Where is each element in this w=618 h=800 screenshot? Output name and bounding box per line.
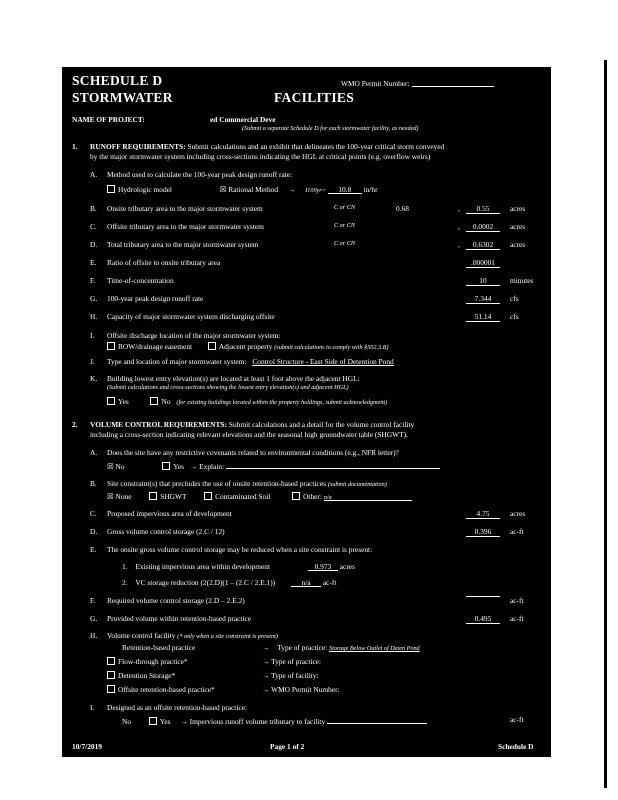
shgwt-checkbox[interactable] [149, 492, 157, 500]
s2-e1-unit: acres [339, 562, 355, 571]
s1-row-e-value[interactable]: .000001 [466, 258, 500, 268]
s1-row-c-value[interactable]: 0.0002 [466, 222, 500, 232]
s1-row-c-coef-label: C or CN [334, 222, 355, 229]
footer-page: Page 1 of 2 [270, 742, 305, 751]
s2-g-text: Provided volume within retention-based practice [107, 614, 252, 623]
s1-j-value[interactable]: Control Structure - East Side of Detention Pond [252, 357, 394, 366]
s2-e1-value[interactable]: 0.973 [308, 562, 338, 571]
s2-c-unit: acres [510, 509, 526, 518]
k-yes-label: Yes [118, 397, 129, 406]
s2-d-value[interactable]: 0.396 [466, 527, 500, 537]
s2-h-text: Volume control facility [107, 631, 176, 640]
s1-row-g-value[interactable]: 7.344 [466, 294, 500, 304]
s2-e1-line [122, 562, 355, 571]
s1-k-text: Building lowest entry elevation(s) are located at least 1 foot above the adjacent HGL: [107, 374, 360, 383]
s1-row-f-text: Time-of-concentration [107, 276, 174, 285]
s2-b-line [107, 479, 387, 488]
schedule-d-page [62, 67, 551, 757]
s2-i-text: Designed as an offsite retention-based practice: [107, 703, 248, 712]
s2-c-value[interactable]: 4.75 [466, 509, 500, 519]
s1-row-e-text: Ratio of offsite to onsite tributary area [107, 258, 221, 267]
s1-row-h-text: Capacity of major stormwater system discharging offsite [107, 312, 275, 321]
s2-f-unit: ac-ft [510, 596, 524, 605]
s2-e2-num: 2. [122, 578, 128, 587]
h-opt1-result-value[interactable]: Storage Below Outlet of Deten Pond [329, 645, 420, 652]
s1-row-h-value[interactable]: 51.14 [466, 312, 500, 322]
s2-i-yes-checkbox[interactable] [149, 717, 157, 725]
s2-i-result: → Impervious runoff volume tributary to facility [180, 717, 326, 726]
s1-k-note: (Submit calculations and cross-sections showing the lowest entry elevation(s) and adjacent HGL) [107, 384, 349, 391]
s2-a-no-checkbox[interactable]: ☒ [107, 462, 114, 471]
s1-row-h-letter: H. [90, 312, 98, 321]
s2-a-explain: → Explain: [189, 462, 225, 471]
s1-j-line [107, 357, 394, 366]
section1-intro1: Submit calculations and an exhibit that delineates the 100-year critical storm conveyed [187, 142, 445, 151]
s2-e1-text: Existing impervious area within development [135, 562, 271, 571]
rational-arrow: → [287, 185, 296, 194]
s2-b-note: (submit documentation) [327, 481, 387, 488]
adjacent-property-note: (submit calculations to comply with §502.3.B) [274, 344, 389, 351]
s2-a-letter: A. [90, 448, 98, 457]
offsite-retention-checkbox[interactable] [107, 685, 115, 693]
s1-a-text: Method used to calculate the 100-year peak design runoff rate: [107, 170, 293, 179]
k-no-note: (for existing buildings located within the property holdings, submit acknowledgment) [176, 399, 388, 406]
s1-j-text: Type and location of major stormwater system: [107, 357, 247, 366]
adjacent-property-label: Adjacent property [218, 342, 273, 351]
s1-row-b-value[interactable]: 0.55 [466, 204, 500, 214]
s1-i-text: Offsite discharge location of the major stormwater system: [107, 331, 281, 340]
intensity-unit: in/hr [363, 185, 378, 194]
s2-e1-num: 1. [122, 562, 128, 571]
s2-i-letter: I. [90, 703, 95, 712]
h-opt2-result: → Type of practice: [262, 657, 322, 666]
other-label: Other: [303, 492, 322, 501]
section1-intro-line1 [90, 142, 444, 151]
contaminated-soil-label: Contaminated Soil [215, 492, 271, 501]
contaminated-soil-checkbox[interactable] [204, 492, 212, 500]
s1-j-letter: J. [90, 357, 95, 366]
s2-e2-line [122, 578, 336, 587]
s1-row-h-unit: cfs [510, 312, 519, 321]
s2-g-unit: ac-ft [510, 614, 524, 623]
stormwater-heading: STORMWATER [72, 90, 173, 105]
s1-row-d-letter: D. [90, 240, 98, 249]
section1-number: 1. [72, 142, 78, 151]
h-opt1-label: Retention-based practice [122, 643, 196, 652]
footer-schedule: Schedule D [498, 742, 534, 751]
s1-row-d-sep: , [458, 240, 460, 249]
s1-row-d-unit: acres [510, 240, 526, 249]
section2-number: 2. [72, 420, 78, 429]
k-no-label: No [161, 397, 171, 406]
wmo-permit-label: WMO Permit Number: [341, 79, 410, 88]
section1-title: RUNOFF REQUIREMENTS: [90, 142, 186, 151]
s2-h-letter: H. [90, 631, 98, 640]
project-label: NAME OF PROJECT: [72, 115, 145, 124]
s1-row-b-letter: B. [90, 204, 97, 213]
s2-b-letter: B. [90, 479, 97, 488]
s1-row-f-unit: minutes [510, 276, 534, 285]
wmo-permit-field[interactable] [412, 78, 494, 87]
none-checkbox[interactable]: ☒ [107, 492, 114, 501]
row-easement-checkbox[interactable] [107, 342, 115, 350]
offsite-retention-label: Offsite retention-based practice* [118, 685, 215, 694]
s2-a-yes-checkbox[interactable] [162, 462, 170, 470]
project-name-value[interactable]: ed Commercial Deve [210, 115, 276, 124]
section2-intro-line1 [90, 420, 414, 429]
s2-i-unit: ac-ft [510, 715, 524, 724]
h-opt4-result: → WMO Permit Number: [262, 685, 340, 694]
s2-f-value[interactable] [466, 596, 500, 597]
s1-row-b-coef-label: C or CN [334, 204, 355, 211]
s2-e2-value[interactable]: n/a [291, 578, 321, 587]
s1-i-options [107, 342, 389, 351]
s2-e2-text: VC storage reduction (2(2.D)(1 – (2.C / 2.E.1)) [135, 578, 276, 587]
detention-storage-checkbox[interactable] [107, 671, 115, 679]
flow-through-checkbox[interactable] [107, 657, 115, 665]
s2-a-text: Does the site have any restrictive covenants related to environmental conditions (e.g., NFR letter)? [107, 448, 399, 457]
h-opt4 [107, 685, 215, 694]
s1-row-e-letter: E. [90, 258, 97, 267]
none-label: None [115, 492, 132, 501]
section2-intro1: Submit calculations and a detail for the volume control facility [228, 420, 415, 429]
detention-storage-label: Detention Storage* [118, 671, 176, 680]
s2-a-explain-field[interactable] [226, 460, 440, 469]
h-opt1-result-label: Type of practice: [277, 643, 328, 652]
s2-e2-unit: ac-ft [322, 578, 337, 587]
other-checkbox[interactable] [292, 492, 300, 500]
s1-row-f-value[interactable]: 10 [466, 276, 500, 286]
s1-k-options [107, 397, 387, 406]
rational-method-checkbox[interactable]: ☒ [219, 185, 227, 194]
s2-h-note: (* only when a site constraint is present) [177, 633, 278, 640]
section2-intro2: including a cross-section indicating relevant elevations and the seasonal high groundwater table (SHGWT). [90, 430, 408, 439]
s2-b-text: Site constraint(s) that precludes the use of onsite retention-based practices [107, 479, 326, 488]
s2-c-letter: C. [90, 509, 97, 518]
h-opt3-result: → Type of facility: [262, 671, 319, 680]
s1-k-letter: K. [90, 374, 98, 383]
s2-g-letter: G. [90, 614, 98, 623]
intensity-label: I100yr= [305, 187, 326, 194]
h-opt1-arrow: → [262, 643, 270, 652]
rational-method-label: Rational Method [228, 185, 279, 194]
s1-row-g-text: 100-year peak design runoff rate [107, 294, 204, 303]
h-opt3 [107, 671, 175, 680]
s2-d-letter: D. [90, 527, 98, 536]
h-opt2 [107, 657, 188, 666]
s1-row-c-letter: C. [90, 222, 97, 231]
s2-e-text: The onsite gross volume control storage may be reduced when a site constraint is present: [107, 545, 373, 554]
project-note: (Submit a separate Schedule D for each stormwater facility, as needed) [242, 125, 419, 132]
s1-row-c-sep: , [458, 222, 460, 231]
s2-i-field[interactable] [327, 715, 427, 724]
footer-date: 10/7/2019 [72, 742, 102, 751]
intensity-value[interactable]: 10.8 [328, 185, 362, 194]
s1-row-d-text: Total tributary area to the major stormwater system [107, 240, 259, 249]
s1-row-c-text: Offsite tributary area to the major stormwater system [107, 222, 264, 231]
s2-b-options [107, 492, 412, 501]
k-no-checkbox[interactable] [150, 397, 158, 405]
h-opt1-result [262, 643, 420, 652]
s1-row-d-coef-label: C or CN [334, 240, 355, 247]
s2-d-text: Gross volume control storage (2.C / 12) [107, 527, 225, 536]
s1-row-g-unit: cfs [510, 294, 519, 303]
hydrologic-model-label: Hydrologic model [118, 185, 172, 194]
s2-g-value[interactable]: 0.495 [466, 614, 500, 624]
facilities-heading: FACILITIES [274, 90, 355, 105]
scan-edge-line [604, 60, 607, 788]
s2-e-letter: E. [90, 545, 97, 554]
s1-row-b-sep: , [458, 204, 460, 213]
s2-h-line [107, 631, 278, 640]
adjacent-property-checkbox[interactable] [208, 342, 216, 350]
s1-row-b-unit: acres [510, 204, 526, 213]
s1-row-f-letter: F. [90, 276, 96, 285]
s1-row-b-text: Onsite tributary area to the major stormwater system [107, 204, 263, 213]
s1-a-letter: A. [90, 170, 98, 179]
flow-through-label: Flow-through practice* [118, 657, 188, 666]
s2-a-yes-label: Yes [173, 462, 185, 471]
section2-title: VOLUME CONTROL REQUIREMENTS: [90, 420, 228, 429]
s2-i-no-label[interactable]: No [122, 717, 132, 726]
s1-i-letter: I. [90, 331, 95, 340]
s2-c-text: Proposed impervious area of development [107, 509, 232, 518]
s1-row-b-coef-value[interactable]: 0.68 [396, 204, 409, 213]
schedule-title: SCHEDULE D [72, 73, 163, 88]
s2-a-options [107, 460, 440, 471]
s1-row-d-value[interactable]: 0.6302 [466, 240, 500, 250]
s1-row-c-unit: acres [510, 222, 526, 231]
s2-f-letter: F. [90, 596, 96, 605]
shgwt-label: SHGWT [160, 492, 187, 501]
s1-a-options [107, 185, 378, 194]
section1-intro2: by the major stormwater system including cross-sections indicating the HGL at critical points (e.g. overflow weirs) [90, 152, 431, 161]
s1-row-g-letter: G. [90, 294, 98, 303]
row-easement-label: ROW/drainage easement [118, 342, 193, 351]
k-yes-checkbox[interactable] [107, 397, 115, 405]
other-field[interactable] [324, 492, 412, 501]
s2-i-options [122, 715, 427, 726]
s2-d-unit: ac-ft [510, 527, 524, 536]
s2-i-yes-label: Yes [159, 717, 171, 726]
other-value: n/a [323, 494, 332, 501]
s2-a-no-label: No [115, 462, 125, 471]
hydrologic-model-checkbox[interactable] [107, 185, 115, 193]
s2-f-text: Required volume control storage (2.D – 2.E.2) [107, 596, 245, 605]
